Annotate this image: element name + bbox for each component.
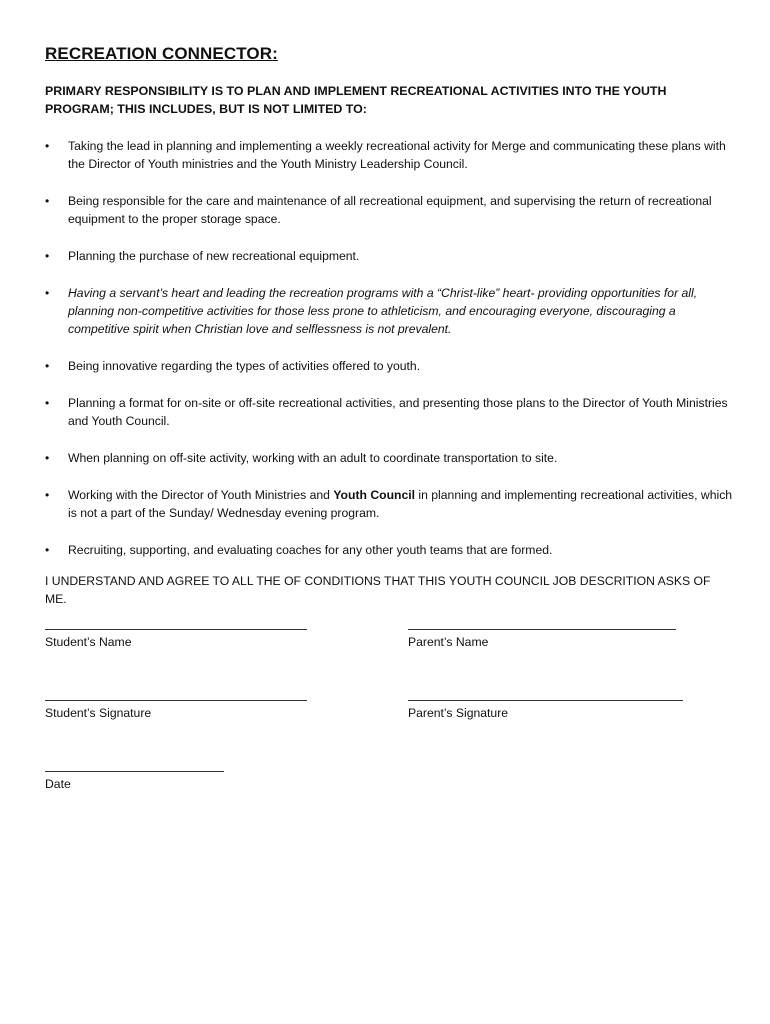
duty-text: When planning on off-site activity, working with an adult to coordinate transportation to site. bbox=[68, 451, 558, 465]
bullet-icon: • bbox=[45, 488, 50, 502]
agreement-statement: I UNDERSTAND AND AGREE TO ALL THE OF CONDITIONS THAT THIS YOUTH COUNCIL JOB DESCRITION ASKS OF ME. bbox=[45, 574, 711, 606]
bullet-icon: • bbox=[45, 359, 50, 373]
duty-item bbox=[45, 137, 735, 173]
parent-signature-label: Parent’s Signature bbox=[408, 706, 509, 720]
duty-item bbox=[45, 247, 735, 265]
bullet-icon: • bbox=[45, 543, 50, 557]
student-name-label: Student’s Name bbox=[45, 635, 132, 649]
duty-item bbox=[45, 486, 735, 522]
duty-text: Recruiting, supporting, and evaluating coaches for any other youth teams that are formed. bbox=[68, 543, 553, 557]
duty-text: Planning the purchase of new recreational equipment. bbox=[68, 249, 360, 263]
bullet-icon: • bbox=[45, 249, 50, 263]
student-signature-label: Student’s Signature bbox=[45, 706, 152, 720]
signature-line bbox=[408, 700, 683, 701]
student-name-field[interactable] bbox=[45, 629, 307, 650]
date-field[interactable] bbox=[45, 771, 224, 792]
date-label: Date bbox=[45, 777, 71, 791]
duty-text: Planning a format for on-site or off-site recreational activities, and presenting those plans to the Director of Youth Ministries and Youth Council. bbox=[68, 396, 728, 428]
duty-text: Having a servant’s heart and leading the recreation programs with a “Christ-like” heart- providing opportunities for all, planning non-competitive activities for those less prone to athleticism, and encouraging everyone, discouraging a competitive spirit when Christian love and selflessness is not prevalent. bbox=[68, 286, 698, 336]
responsibility-heading: PRIMARY RESPONSIBILITY IS TO PLAN AND IMPLEMENT RECREATIONAL ACTIVITIES INTO THE YOUTH PROGRAM; THIS INCLUDES, BUT IS NOT LIMITED TO: bbox=[45, 84, 667, 116]
duty-text-start: Working with the Director of Youth Ministries and bbox=[68, 488, 334, 502]
signature-line bbox=[408, 629, 676, 630]
parent-name-field[interactable] bbox=[408, 629, 676, 650]
signature-line bbox=[45, 629, 307, 630]
duty-item bbox=[45, 449, 735, 467]
duty-text bbox=[68, 488, 732, 520]
youth-council-emphasis: Youth Council bbox=[333, 488, 416, 502]
duty-item bbox=[45, 284, 735, 338]
bullet-icon: • bbox=[45, 451, 50, 465]
student-signature-field[interactable] bbox=[45, 700, 307, 721]
bullet-icon: • bbox=[45, 396, 50, 410]
duty-text: Being responsible for the care and maintenance of all recreational equipment, and supervising the return of recreational equipment to the proper storage space. bbox=[68, 194, 712, 226]
bullet-icon: • bbox=[45, 139, 50, 153]
bullet-icon: • bbox=[45, 286, 50, 300]
signature-line bbox=[45, 771, 224, 772]
signature-line bbox=[45, 700, 307, 701]
document-title: RECREATION CONNECTOR: bbox=[45, 44, 278, 63]
parent-signature-field[interactable] bbox=[408, 700, 683, 721]
duty-item bbox=[45, 394, 735, 430]
duty-item bbox=[45, 192, 735, 228]
duty-text: Taking the lead in planning and implementing a weekly recreational activity for Merge and communicating these plans with the Director of Youth ministries and the Youth Ministry Leadership Council. bbox=[68, 139, 726, 171]
duty-item bbox=[45, 541, 735, 559]
duty-item bbox=[45, 357, 735, 375]
duties-list bbox=[45, 137, 735, 578]
parent-name-label: Parent’s Name bbox=[408, 635, 489, 649]
duty-text-end: in planning and implementing recreational activities, which is not a part of the Sunday/ Wednesday evening program. bbox=[68, 488, 733, 520]
bullet-icon: • bbox=[45, 194, 50, 208]
duty-text: Being innovative regarding the types of activities offered to youth. bbox=[68, 359, 421, 373]
